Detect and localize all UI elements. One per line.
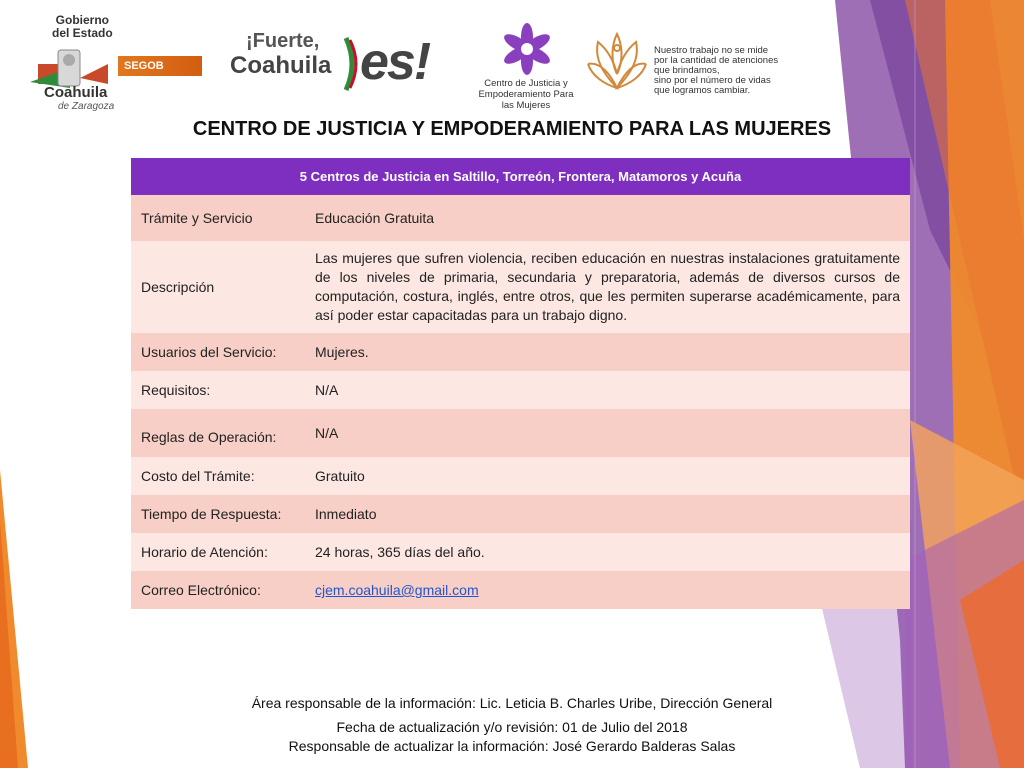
row-label: Usuarios del Servicio: (131, 333, 305, 371)
row-value: N/A (305, 371, 910, 409)
row-label: Trámite y Servicio (131, 195, 305, 241)
row-label: Costo del Trámite: (131, 457, 305, 495)
table-row (131, 409, 910, 457)
table-header: 5 Centros de Justicia en Saltillo, Torreón, Frontera, Matamoros y Acuña (131, 158, 910, 195)
footer-responsible-area: Área responsable de la información: Lic. Leticia B. Charles Uribe, Dirección General (251, 695, 773, 711)
segob-small: SECRETARÍA DE GOBIERNO (130, 77, 162, 96)
row-value: Inmediato (305, 495, 910, 533)
fuerte-line2: Coahuila (230, 52, 332, 79)
footer-update-date: Fecha de actualización y/o revisión: 01 de Julio del 2018 (336, 719, 688, 735)
gobierno-sub: de Zaragoza (58, 101, 115, 112)
row-value: Las mujeres que sufren violencia, reciben educación en nuestras instalaciones gratuitamente de los niveles de primaria, secundaria y preparatoria, además de diversos cursos de computación, costura, inglés, entre otros, que les permiten superarse académicamente, para así poder estar capacitadas para un trabajo digno. (305, 241, 910, 333)
gobierno-name: Coahuila (44, 84, 108, 101)
gobierno-line2: del Estado (52, 26, 113, 40)
table-row (131, 241, 910, 333)
cjem-caption: Centro de Justicia y Empoderamiento Para las Mujeres (478, 78, 574, 111)
email-link[interactable]: cjem.coahuila@gmail.com (315, 582, 479, 598)
row-value: Gratuito (305, 457, 910, 495)
table-row (131, 533, 910, 571)
table-row (131, 371, 910, 409)
gobierno-line1: Gobierno (55, 13, 110, 27)
row-value: 24 horas, 365 días del año. (305, 533, 910, 571)
footer-responsible-person: Responsable de actualizar la información: José Gerardo Balderas Salas (288, 738, 736, 754)
segob-logo (118, 56, 202, 96)
row-label: Horario de Atención: (131, 533, 305, 571)
row-label: Correo Electrónico: (131, 571, 305, 609)
table-row (131, 457, 910, 495)
segob-label: SEGOB (124, 60, 164, 72)
row-label: Descripción (131, 241, 305, 333)
row-value: Mujeres. (305, 333, 910, 371)
fuerte-line1: ¡Fuerte, (246, 30, 320, 52)
cjem-flower-icon (498, 20, 556, 78)
motto-quote: Nuestro trabajo no se mide por la cantidad de atenciones que brindamos, sino por el número de vidas que logramos cambiar. (654, 45, 779, 96)
row-value: N/A (305, 409, 910, 457)
service-info-table (131, 158, 910, 609)
table-row (131, 195, 910, 241)
row-label: Reglas de Operación: (131, 409, 305, 457)
fuerte-bracket-icon (342, 36, 360, 92)
fuerte-es: es! (360, 33, 430, 91)
lotus-figure-icon (584, 30, 650, 92)
row-label: Tiempo de Respuesta: (131, 495, 305, 533)
row-value: Educación Gratuita (305, 195, 910, 241)
row-label: Requisitos: (131, 371, 305, 409)
table-row (131, 495, 910, 533)
table-row (131, 333, 910, 371)
table-row (131, 571, 910, 609)
page-title: CENTRO DE JUSTICIA Y EMPODERAMIENTO PARA LAS MUJERES (192, 118, 832, 140)
